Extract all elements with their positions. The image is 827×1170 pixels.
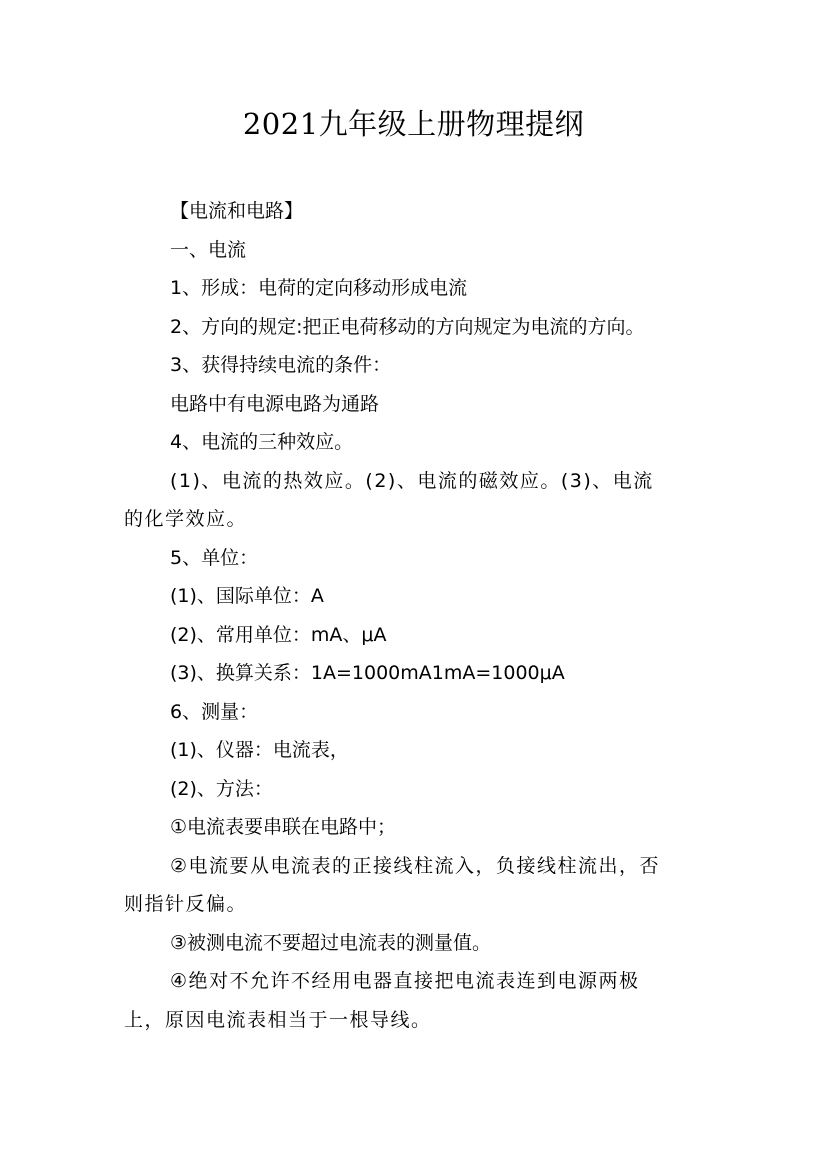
paragraph: 3、获得持续电流的条件： bbox=[170, 354, 392, 376]
paragraph bbox=[124, 962, 704, 1039]
paragraph-line: 上，原因电流表相当于一根导线。 bbox=[124, 1008, 432, 1031]
document-body bbox=[124, 192, 704, 1039]
paragraph bbox=[124, 462, 704, 539]
paragraph: 2、方向的规定:把正电荷移动的方向规定为电流的方向。 bbox=[170, 315, 645, 338]
paragraph: 6、测量： bbox=[170, 700, 259, 723]
paragraph-line: 的化学效应。 bbox=[124, 508, 248, 530]
paragraph: ①电流表要串联在电路中； bbox=[170, 816, 397, 838]
section-heading: 【电流和电路】 bbox=[170, 200, 304, 222]
paragraph: 1、形成：电荷的定向移动形成电流 bbox=[170, 277, 468, 299]
paragraph: (1)、国际单位：A bbox=[170, 585, 324, 607]
document-title: 2021九年级上册物理提纲 bbox=[242, 107, 585, 141]
paragraph-line: (1)、电流的热效应。(2)、电流的磁效应。(3)、电流 bbox=[170, 469, 654, 492]
paragraph: 5、单位： bbox=[170, 546, 259, 569]
paragraph: (1)、仪器：电流表， bbox=[170, 739, 349, 761]
paragraph: 电路中有电源电路为通路 bbox=[170, 392, 380, 415]
paragraph: (3)、换算关系：1A=1000mA1mA=1000μA bbox=[170, 662, 565, 684]
paragraph: ③被测电流不要超过电流表的测量值。 bbox=[170, 931, 492, 954]
paragraph: (2)、方法： bbox=[170, 777, 273, 800]
paragraph-line: ④绝对不允许不经用电器直接把电流表连到电源两极 bbox=[170, 970, 640, 992]
paragraph bbox=[124, 847, 704, 924]
paragraph: (2)、常用单位：mA、μA bbox=[170, 623, 387, 646]
subsection-heading: 一、电流 bbox=[170, 238, 247, 261]
paragraph-line: 则指针反偏。 bbox=[124, 893, 248, 915]
paragraph: 4、电流的三种效应。 bbox=[170, 431, 354, 453]
paragraph-line: ②电流要从电流表的正接线柱流入，负接线柱流出，否 bbox=[170, 854, 661, 877]
